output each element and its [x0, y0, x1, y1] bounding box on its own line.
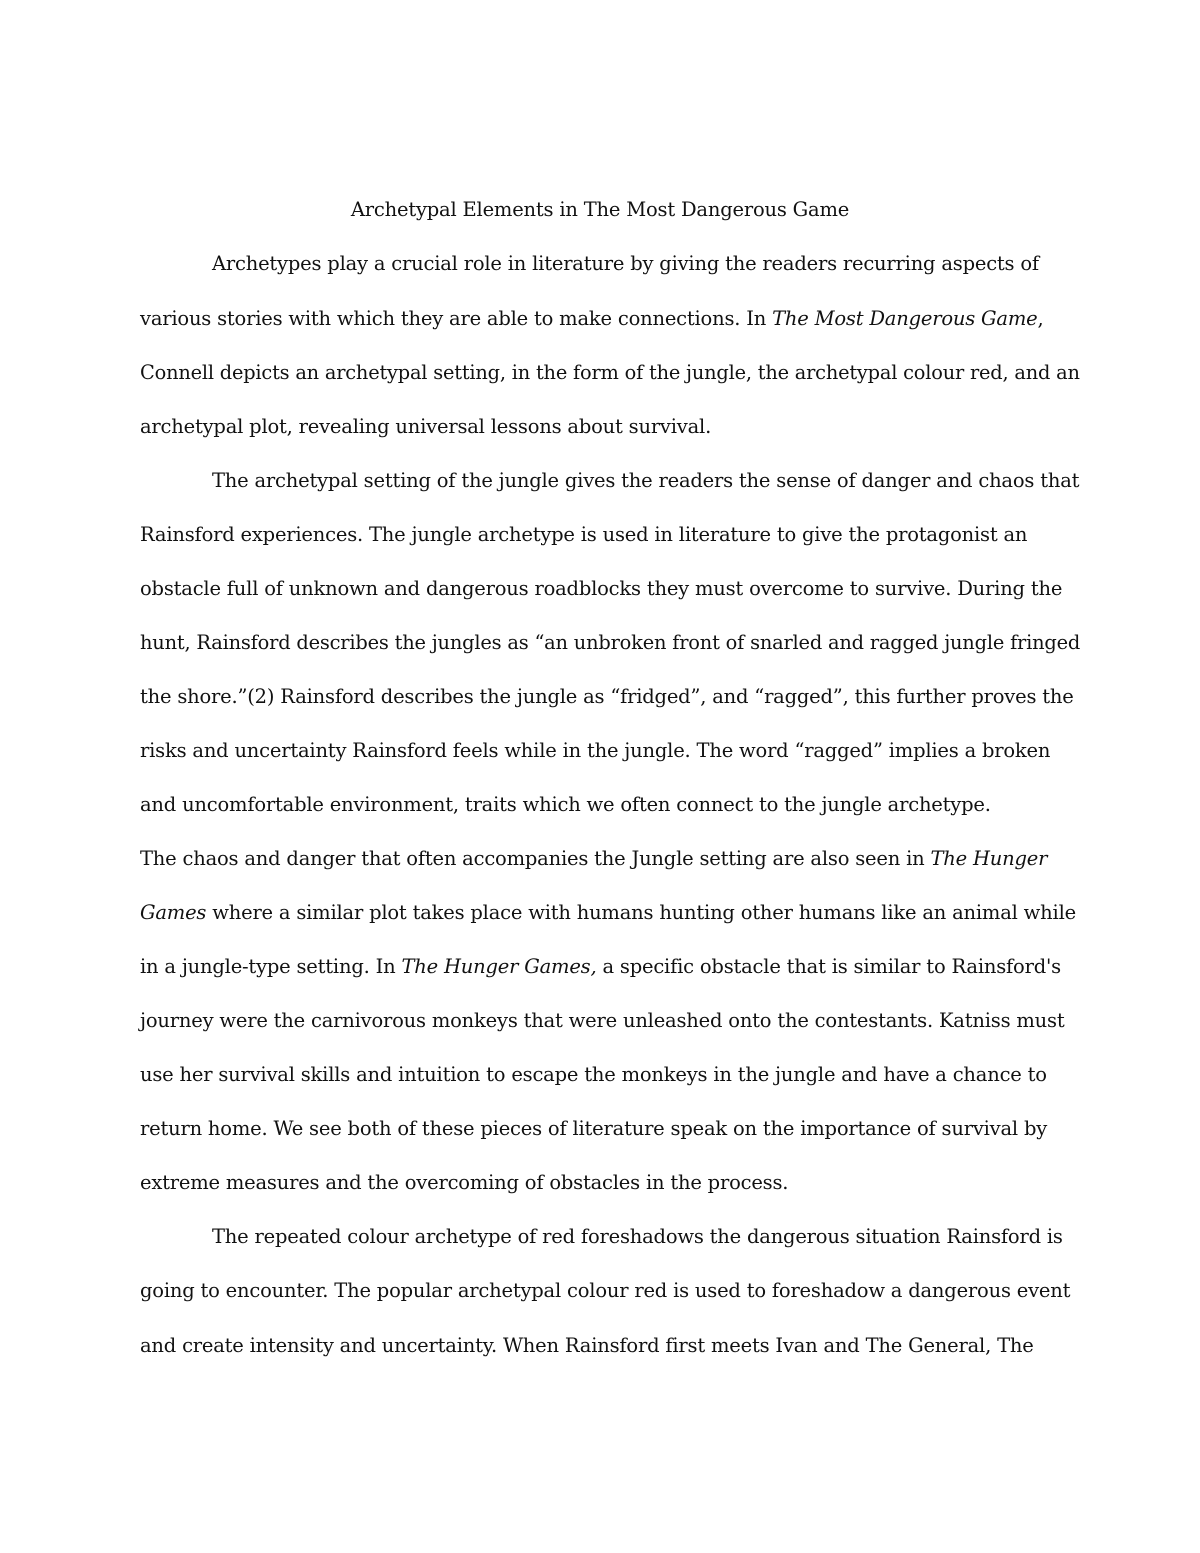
paragraph-line: The archetypal setting of the jungle gives the readers the sense of danger and chaos that: [212, 469, 1080, 492]
paragraph-line: obstacle full of unknown and dangerous roadblocks they must overcome to survive. During the: [140, 577, 1063, 600]
paragraph-line: archetypal plot, revealing universal lessons about survival.: [140, 415, 712, 438]
paragraph-line: The repeated colour archetype of red foreshadows the dangerous situation Rainsford is: [212, 1225, 1063, 1248]
paragraph-line: Archetypes play a crucial role in literature by giving the readers recurring aspects of: [212, 252, 1039, 275]
paragraph-line: journey were the carnivorous monkeys that were unleashed onto the contestants. Katniss must: [140, 1009, 1065, 1032]
paragraph-line: Games where a similar plot takes place with humans hunting other humans like an animal while: [140, 901, 1076, 924]
paragraph-line: risks and uncertainty Rainsford feels while in the jungle. The word “ragged” implies a broken: [140, 739, 1051, 762]
italic-title: Games: [140, 901, 207, 924]
paragraph-line: extreme measures and the overcoming of obstacles in the process.: [140, 1171, 789, 1194]
italic-title: The Hunger Games,: [401, 955, 597, 978]
paragraph-line: the shore.”(2) Rainsford describes the jungle as “fridged”, and “ragged”, this further proves the: [140, 685, 1074, 708]
page-title: Archetypal Elements in The Most Dangerous Game: [350, 198, 850, 221]
paragraph-line: and uncomfortable environment, traits which we often connect to the jungle archetype.: [140, 793, 991, 816]
paragraph-line: going to encounter. The popular archetypal colour red is used to foreshadow a dangerous event: [140, 1279, 1071, 1302]
italic-title: The Hunger: [930, 847, 1048, 870]
paragraph-line: hunt, Rainsford describes the jungles as “an unbroken front of snarled and ragged jungle fringed: [140, 631, 1081, 654]
paragraph-line: Rainsford experiences. The jungle archetype is used in literature to give the protagonist an: [140, 523, 1028, 546]
paragraph-line: Connell depicts an archetypal setting, in the form of the jungle, the archetypal colour red, and an: [140, 361, 1080, 384]
paragraph-line: return home. We see both of these pieces of literature speak on the importance of survival by: [140, 1117, 1048, 1140]
paragraph-line: The chaos and danger that often accompanies the Jungle setting are also seen in The Hunger: [140, 847, 1048, 870]
paragraph-line: use her survival skills and intuition to escape the monkeys in the jungle and have a chance to: [140, 1063, 1047, 1086]
paragraph-line: in a jungle-type setting. In The Hunger Games, a specific obstacle that is similar to Rainsford's: [140, 955, 1061, 978]
italic-title: The Most Dangerous Game: [772, 307, 1038, 330]
paragraph-line: various stories with which they are able to make connections. In The Most Dangerous Game,: [140, 307, 1044, 330]
paragraph-line: and create intensity and uncertainty. When Rainsford first meets Ivan and The General, The: [140, 1334, 1034, 1357]
